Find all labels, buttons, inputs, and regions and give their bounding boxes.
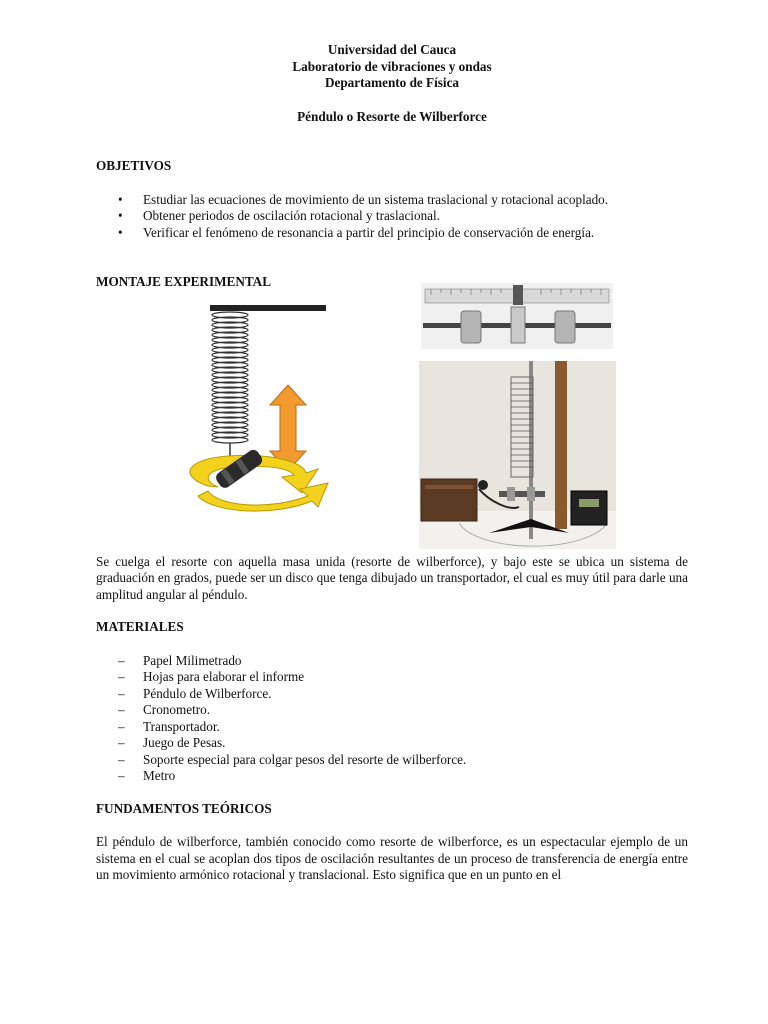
list-item: • Obtener periodos de oscilación rotacional y traslacional. — [118, 208, 440, 223]
bullet-icon: • — [118, 208, 123, 223]
dash-icon: – — [118, 768, 125, 783]
mass-bar-photo-image — [421, 283, 613, 349]
list-item: – Cronometro. — [118, 702, 211, 717]
list-item: – Juego de Pesas. — [118, 735, 226, 750]
list-item: • Estudiar las ecuaciones de movimiento de un sistema traslacional y rotacional acoplado. — [118, 191, 609, 207]
document-page — [96, 42, 688, 884]
dash-icon: – — [118, 685, 125, 701]
montaje-paragraph: Se cuelga el resorte con aquella masa unida (resorte de wilberforce), y bajo este se ubica un sistema de graduación en grados, puede ser un disco que tenga dibujado un transportador, el cual es muy útil para darle una amplitud angular al péndulo. — [96, 553, 688, 602]
fundamentos-paragraph: El péndulo de wilberforce, también conocido como resorte de wilberforce, es un espectacular ejemplo de un sistema en el cual se acoplan dos tipos de oscilación resultantes de un proceso de transferencia de energía entre un movimiento armónico rotacional y translacional. Esto significa que en un punto en el — [96, 834, 688, 882]
dash-icon: – — [118, 652, 125, 668]
dash-icon: – — [118, 751, 125, 767]
list-item: – Soporte especial para colgar pesos del resorte de wilberforce. — [118, 751, 467, 767]
bullet-icon: • — [118, 224, 123, 240]
bullet-icon: • — [118, 191, 123, 207]
list-item: – Hojas para elaborar el informe — [118, 669, 305, 684]
montaje-figures — [96, 283, 688, 551]
dash-icon: – — [118, 669, 125, 684]
materiales-list — [96, 653, 688, 785]
list-item: • Verificar el fenómeno de resonancia a partir del principio de conservación de energía. — [118, 224, 595, 240]
list-item: – Transportador. — [118, 718, 220, 734]
dash-icon: – — [118, 735, 125, 750]
university-name: Universidad del Cauca — [327, 42, 457, 57]
spring-diagram-image — [178, 301, 338, 521]
dash-icon: – — [118, 718, 125, 734]
document-title: Péndulo o Resorte de Wilberforce — [297, 108, 487, 124]
dash-icon: – — [118, 702, 125, 717]
objetivos-list — [96, 192, 688, 242]
fundamentos-heading: FUNDAMENTOS TEÓRICOS — [96, 800, 272, 816]
laboratory-name: Laboratorio de vibraciones y ondas — [292, 58, 492, 74]
list-item: – Péndulo de Wilberforce. — [118, 685, 272, 701]
document-header — [96, 42, 688, 92]
department-name: Departamento de Física — [324, 75, 460, 90]
montaje-heading: MONTAJE EXPERIMENTAL — [96, 274, 271, 289]
objetivos-heading: OBJETIVOS — [96, 158, 172, 173]
apparatus-photo-image — [419, 361, 616, 549]
list-item: – Metro — [118, 768, 176, 783]
materiales-heading: MATERIALES — [96, 619, 184, 634]
list-item: – Papel Milimetrado — [118, 652, 242, 668]
